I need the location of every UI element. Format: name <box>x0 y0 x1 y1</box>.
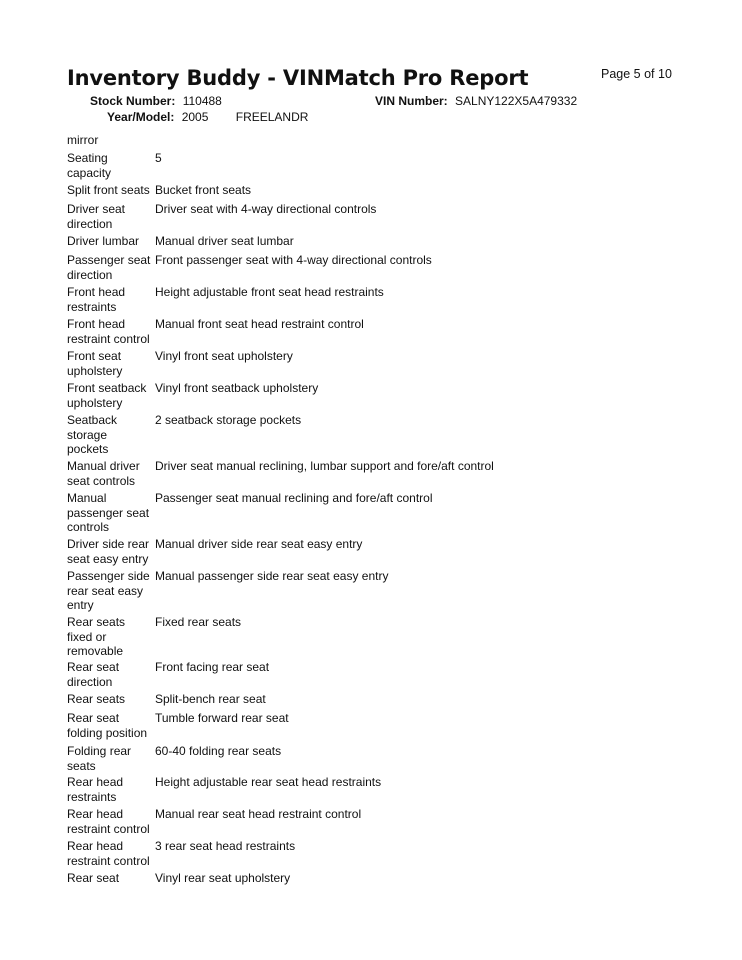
spec-label: Passenger side rear seat easy entry <box>67 569 150 612</box>
spec-value: 5 <box>155 151 162 165</box>
stock-number-value: 110488 <box>182 94 222 108</box>
vin-number <box>375 94 577 108</box>
spec-label: Manual passenger seat controls <box>67 491 150 534</box>
spec-label: Driver lumbar <box>67 234 140 248</box>
spec-value: Height adjustable rear seat head restraints <box>155 775 382 789</box>
spec-label: Rear seats <box>67 692 126 706</box>
spec-value: 2 seatback storage pockets <box>155 413 302 427</box>
spec-label: Passenger seat direction <box>67 253 151 282</box>
spec-value: Manual driver seat lumbar <box>155 234 294 248</box>
spec-label: Rear seat folding position <box>67 711 148 740</box>
vin-number-label: VIN Number: <box>375 94 448 108</box>
spec-label: Front seat upholstery <box>67 349 123 378</box>
spec-value: Passenger seat manual reclining and fore/aft control <box>155 491 433 505</box>
vin-number-value: SALNY122X5A479332 <box>455 94 578 108</box>
spec-value: Front facing rear seat <box>155 660 270 674</box>
spec-value: Driver seat with 4-way directional controls <box>155 202 377 216</box>
spec-value: Vinyl front seat upholstery <box>155 349 293 363</box>
spec-label: Rear head restraint control <box>67 839 150 868</box>
spec-label: Front head restraint control <box>67 317 150 346</box>
spec-label: Rear seat <box>67 871 120 885</box>
spec-label: Rear seats fixed or removable <box>67 615 126 658</box>
spec-label: Driver side rear seat easy entry <box>67 537 150 566</box>
spec-label: Rear head restraints <box>67 775 124 804</box>
spec-label: Split front seats <box>67 183 150 197</box>
spec-label: Driver seat direction <box>67 202 126 231</box>
spec-label: Front seatback upholstery <box>67 381 147 410</box>
spec-value: 60-40 folding rear seats <box>155 744 282 758</box>
spec-value: Manual front seat head restraint control <box>155 317 364 331</box>
spec-value: Split-bench rear seat <box>155 692 266 706</box>
spec-value: Tumble forward rear seat <box>155 711 289 725</box>
spec-label: mirror <box>67 133 99 147</box>
spec-value: Manual passenger side rear seat easy entry <box>155 569 389 583</box>
year-model <box>107 110 308 124</box>
stock-number-label: Stock Number: <box>90 94 176 108</box>
report-title: Inventory Buddy - VINMatch Pro Report <box>67 66 529 90</box>
year-value: 2005 <box>181 110 209 124</box>
spec-value: Manual driver side rear seat easy entry <box>155 537 363 551</box>
spec-label: Seating capacity <box>67 151 112 180</box>
spec-label: Rear seat direction <box>67 660 120 689</box>
spec-label: Rear head restraint control <box>67 807 150 836</box>
page-number: Page 5 of 10 <box>601 67 672 81</box>
spec-label: Seatback storage pockets <box>67 413 118 456</box>
spec-value: Bucket front seats <box>155 183 252 197</box>
year-model-label: Year/Model: <box>107 110 175 124</box>
spec-label: Folding rear seats <box>67 744 132 773</box>
spec-value: Height adjustable front seat head restraints <box>155 285 384 299</box>
spec-value: Front passenger seat with 4-way directional controls <box>155 253 432 267</box>
spec-value: Vinyl rear seat upholstery <box>155 871 291 885</box>
stock-number <box>90 94 222 108</box>
model-value: FREELANDR <box>235 110 309 124</box>
spec-value: Fixed rear seats <box>155 615 242 629</box>
spec-label: Manual driver seat controls <box>67 459 140 488</box>
spec-value: Driver seat manual reclining, lumbar support and fore/aft control <box>155 459 494 473</box>
spec-value: 3 rear seat head restraints <box>155 839 296 853</box>
spec-label: Front head restraints <box>67 285 126 314</box>
spec-value: Manual rear seat head restraint control <box>155 807 362 821</box>
spec-value: Vinyl front seatback upholstery <box>155 381 319 395</box>
